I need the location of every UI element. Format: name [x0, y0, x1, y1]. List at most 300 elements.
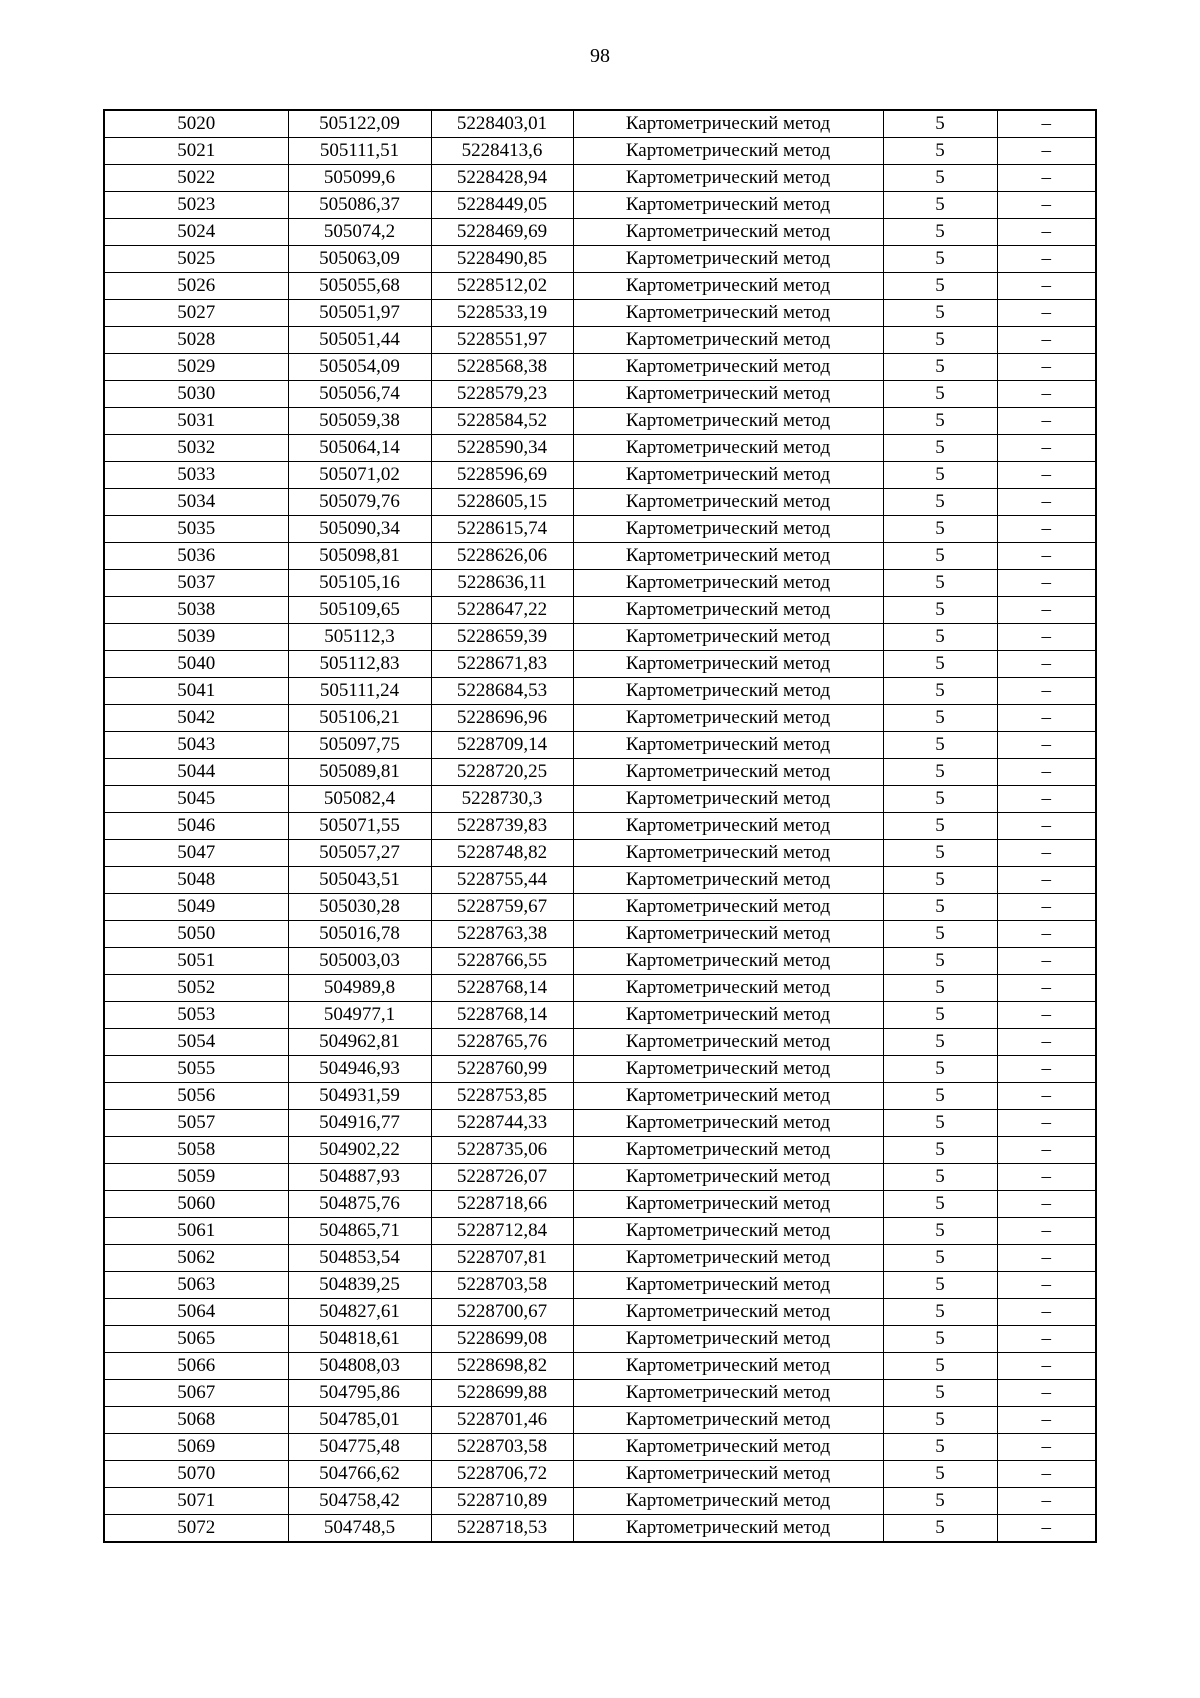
method-cell: Картометрический метод [573, 1353, 883, 1380]
point-number-cell: 5064 [104, 1299, 288, 1326]
accuracy-cell: 5 [883, 165, 997, 192]
y-coordinate-cell: 5228512,02 [431, 273, 573, 300]
page-number: 98 [590, 45, 610, 67]
method-cell: Картометрический метод [573, 516, 883, 543]
point-number-cell: 5027 [104, 300, 288, 327]
table-row [104, 1353, 1096, 1380]
y-coordinate-cell: 5228699,88 [431, 1380, 573, 1407]
point-number-cell: 5069 [104, 1434, 288, 1461]
method-cell: Картометрический метод [573, 1002, 883, 1029]
point-number-cell: 5058 [104, 1137, 288, 1164]
y-coordinate-cell: 5228753,85 [431, 1083, 573, 1110]
accuracy-cell: 5 [883, 1299, 997, 1326]
y-coordinate-cell: 5228684,53 [431, 678, 573, 705]
table-row [104, 273, 1096, 300]
y-coordinate-cell: 5228568,38 [431, 354, 573, 381]
y-coordinate-cell: 5228766,55 [431, 948, 573, 975]
method-cell: Картометрический метод [573, 678, 883, 705]
note-cell: – [997, 489, 1096, 516]
y-coordinate-cell: 5228712,84 [431, 1218, 573, 1245]
method-cell: Картометрический метод [573, 435, 883, 462]
point-number-cell: 5072 [104, 1515, 288, 1543]
table-row [104, 975, 1096, 1002]
y-coordinate-cell: 5228700,67 [431, 1299, 573, 1326]
table-row [104, 678, 1096, 705]
note-cell: – [997, 408, 1096, 435]
y-coordinate-cell: 5228765,76 [431, 1029, 573, 1056]
point-number-cell: 5025 [104, 246, 288, 273]
accuracy-cell: 5 [883, 840, 997, 867]
note-cell: – [997, 462, 1096, 489]
table-row [104, 1137, 1096, 1164]
table-row [104, 1272, 1096, 1299]
coordinates-table-body [104, 110, 1096, 1542]
table-row [104, 435, 1096, 462]
accuracy-cell: 5 [883, 219, 997, 246]
point-number-cell: 5045 [104, 786, 288, 813]
point-number-cell: 5031 [104, 408, 288, 435]
point-number-cell: 5035 [104, 516, 288, 543]
x-coordinate-cell: 505056,74 [288, 381, 431, 408]
point-number-cell: 5039 [104, 624, 288, 651]
note-cell: – [997, 1056, 1096, 1083]
point-number-cell: 5049 [104, 894, 288, 921]
point-number-cell: 5046 [104, 813, 288, 840]
method-cell: Картометрический метод [573, 1272, 883, 1299]
point-number-cell: 5036 [104, 543, 288, 570]
table-row [104, 1407, 1096, 1434]
table-row [104, 327, 1096, 354]
table-row [104, 1191, 1096, 1218]
table-row [104, 921, 1096, 948]
x-coordinate-cell: 504766,62 [288, 1461, 431, 1488]
y-coordinate-cell: 5228768,14 [431, 975, 573, 1002]
note-cell: – [997, 1218, 1096, 1245]
y-coordinate-cell: 5228703,58 [431, 1434, 573, 1461]
accuracy-cell: 5 [883, 1245, 997, 1272]
y-coordinate-cell: 5228701,46 [431, 1407, 573, 1434]
x-coordinate-cell: 505057,27 [288, 840, 431, 867]
method-cell: Картометрический метод [573, 273, 883, 300]
method-cell: Картометрический метод [573, 489, 883, 516]
method-cell: Картометрический метод [573, 381, 883, 408]
x-coordinate-cell: 505003,03 [288, 948, 431, 975]
point-number-cell: 5071 [104, 1488, 288, 1515]
table-row [104, 1245, 1096, 1272]
y-coordinate-cell: 5228709,14 [431, 732, 573, 759]
x-coordinate-cell: 505071,02 [288, 462, 431, 489]
y-coordinate-cell: 5228469,69 [431, 219, 573, 246]
point-number-cell: 5023 [104, 192, 288, 219]
accuracy-cell: 5 [883, 435, 997, 462]
table-row [104, 705, 1096, 732]
method-cell: Картометрический метод [573, 1029, 883, 1056]
x-coordinate-cell: 505090,34 [288, 516, 431, 543]
table-row [104, 1461, 1096, 1488]
note-cell: – [997, 948, 1096, 975]
x-coordinate-cell: 505063,09 [288, 246, 431, 273]
y-coordinate-cell: 5228584,52 [431, 408, 573, 435]
note-cell: – [997, 110, 1096, 138]
accuracy-cell: 5 [883, 327, 997, 354]
accuracy-cell: 5 [883, 110, 997, 138]
x-coordinate-cell: 504853,54 [288, 1245, 431, 1272]
method-cell: Картометрический метод [573, 1407, 883, 1434]
method-cell: Картометрический метод [573, 813, 883, 840]
note-cell: – [997, 192, 1096, 219]
note-cell: – [997, 840, 1096, 867]
note-cell: – [997, 732, 1096, 759]
accuracy-cell: 5 [883, 1218, 997, 1245]
y-coordinate-cell: 5228744,33 [431, 1110, 573, 1137]
x-coordinate-cell: 505111,51 [288, 138, 431, 165]
point-number-cell: 5041 [104, 678, 288, 705]
point-number-cell: 5061 [104, 1218, 288, 1245]
method-cell: Картометрический метод [573, 1461, 883, 1488]
accuracy-cell: 5 [883, 786, 997, 813]
method-cell: Картометрический метод [573, 867, 883, 894]
y-coordinate-cell: 5228706,72 [431, 1461, 573, 1488]
point-number-cell: 5052 [104, 975, 288, 1002]
y-coordinate-cell: 5228626,06 [431, 543, 573, 570]
method-cell: Картометрический метод [573, 165, 883, 192]
table-row [104, 1515, 1096, 1543]
x-coordinate-cell: 505059,38 [288, 408, 431, 435]
table-row [104, 1326, 1096, 1353]
x-coordinate-cell: 504916,77 [288, 1110, 431, 1137]
note-cell: – [997, 1245, 1096, 1272]
accuracy-cell: 5 [883, 1272, 997, 1299]
table-row [104, 1434, 1096, 1461]
point-number-cell: 5026 [104, 273, 288, 300]
y-coordinate-cell: 5228533,19 [431, 300, 573, 327]
y-coordinate-cell: 5228671,83 [431, 651, 573, 678]
method-cell: Картометрический метод [573, 786, 883, 813]
x-coordinate-cell: 504827,61 [288, 1299, 431, 1326]
point-number-cell: 5028 [104, 327, 288, 354]
x-coordinate-cell: 504758,42 [288, 1488, 431, 1515]
point-number-cell: 5043 [104, 732, 288, 759]
point-number-cell: 5048 [104, 867, 288, 894]
point-number-cell: 5030 [104, 381, 288, 408]
note-cell: – [997, 1353, 1096, 1380]
point-number-cell: 5021 [104, 138, 288, 165]
table-row [104, 1110, 1096, 1137]
method-cell: Картометрический метод [573, 300, 883, 327]
method-cell: Картометрический метод [573, 651, 883, 678]
x-coordinate-cell: 504865,71 [288, 1218, 431, 1245]
note-cell: – [997, 327, 1096, 354]
method-cell: Картометрический метод [573, 759, 883, 786]
table-row [104, 570, 1096, 597]
y-coordinate-cell: 5228748,82 [431, 840, 573, 867]
note-cell: – [997, 759, 1096, 786]
y-coordinate-cell: 5228768,14 [431, 1002, 573, 1029]
note-cell: – [997, 1461, 1096, 1488]
method-cell: Картометрический метод [573, 1083, 883, 1110]
accuracy-cell: 5 [883, 1326, 997, 1353]
point-number-cell: 5062 [104, 1245, 288, 1272]
table-row [104, 1299, 1096, 1326]
x-coordinate-cell: 505109,65 [288, 597, 431, 624]
accuracy-cell: 5 [883, 1056, 997, 1083]
method-cell: Картометрический метод [573, 1218, 883, 1245]
accuracy-cell: 5 [883, 678, 997, 705]
method-cell: Картометрический метод [573, 894, 883, 921]
note-cell: – [997, 597, 1096, 624]
x-coordinate-cell: 505030,28 [288, 894, 431, 921]
x-coordinate-cell: 505089,81 [288, 759, 431, 786]
table-row [104, 624, 1096, 651]
point-number-cell: 5033 [104, 462, 288, 489]
accuracy-cell: 5 [883, 1515, 997, 1543]
x-coordinate-cell: 505071,55 [288, 813, 431, 840]
x-coordinate-cell: 504931,59 [288, 1083, 431, 1110]
x-coordinate-cell: 505112,83 [288, 651, 431, 678]
method-cell: Картометрический метод [573, 705, 883, 732]
y-coordinate-cell: 5228696,96 [431, 705, 573, 732]
note-cell: – [997, 1299, 1096, 1326]
x-coordinate-cell: 505098,81 [288, 543, 431, 570]
note-cell: – [997, 1083, 1096, 1110]
point-number-cell: 5038 [104, 597, 288, 624]
y-coordinate-cell: 5228659,39 [431, 624, 573, 651]
accuracy-cell: 5 [883, 1110, 997, 1137]
point-number-cell: 5024 [104, 219, 288, 246]
method-cell: Картометрический метод [573, 408, 883, 435]
y-coordinate-cell: 5228760,99 [431, 1056, 573, 1083]
table-row [104, 1083, 1096, 1110]
note-cell: – [997, 1110, 1096, 1137]
y-coordinate-cell: 5228763,38 [431, 921, 573, 948]
x-coordinate-cell: 504808,03 [288, 1353, 431, 1380]
y-coordinate-cell: 5228579,23 [431, 381, 573, 408]
point-number-cell: 5032 [104, 435, 288, 462]
point-number-cell: 5053 [104, 1002, 288, 1029]
x-coordinate-cell: 505043,51 [288, 867, 431, 894]
accuracy-cell: 5 [883, 975, 997, 1002]
accuracy-cell: 5 [883, 300, 997, 327]
y-coordinate-cell: 5228490,85 [431, 246, 573, 273]
accuracy-cell: 5 [883, 1002, 997, 1029]
note-cell: – [997, 138, 1096, 165]
accuracy-cell: 5 [883, 1029, 997, 1056]
coordinates-table [103, 109, 1097, 1543]
point-number-cell: 5066 [104, 1353, 288, 1380]
table-row [104, 867, 1096, 894]
x-coordinate-cell: 504785,01 [288, 1407, 431, 1434]
table-row [104, 813, 1096, 840]
x-coordinate-cell: 505086,37 [288, 192, 431, 219]
table-row [104, 381, 1096, 408]
accuracy-cell: 5 [883, 705, 997, 732]
y-coordinate-cell: 5228636,11 [431, 570, 573, 597]
accuracy-cell: 5 [883, 651, 997, 678]
accuracy-cell: 5 [883, 597, 997, 624]
point-number-cell: 5034 [104, 489, 288, 516]
table-row [104, 219, 1096, 246]
accuracy-cell: 5 [883, 1164, 997, 1191]
note-cell: – [997, 678, 1096, 705]
table-row [104, 597, 1096, 624]
note-cell: – [997, 1137, 1096, 1164]
x-coordinate-cell: 504775,48 [288, 1434, 431, 1461]
method-cell: Картометрический метод [573, 1380, 883, 1407]
method-cell: Картометрический метод [573, 138, 883, 165]
method-cell: Картометрический метод [573, 840, 883, 867]
point-number-cell: 5051 [104, 948, 288, 975]
note-cell: – [997, 867, 1096, 894]
table-row [104, 1164, 1096, 1191]
x-coordinate-cell: 504875,76 [288, 1191, 431, 1218]
method-cell: Картометрический метод [573, 921, 883, 948]
x-coordinate-cell: 505105,16 [288, 570, 431, 597]
x-coordinate-cell: 505099,6 [288, 165, 431, 192]
y-coordinate-cell: 5228699,08 [431, 1326, 573, 1353]
x-coordinate-cell: 505106,21 [288, 705, 431, 732]
x-coordinate-cell: 504902,22 [288, 1137, 431, 1164]
y-coordinate-cell: 5228698,82 [431, 1353, 573, 1380]
accuracy-cell: 5 [883, 759, 997, 786]
y-coordinate-cell: 5228759,67 [431, 894, 573, 921]
method-cell: Картометрический метод [573, 543, 883, 570]
table-row [104, 1029, 1096, 1056]
accuracy-cell: 5 [883, 1434, 997, 1461]
method-cell: Картометрический метод [573, 975, 883, 1002]
x-coordinate-cell: 505112,3 [288, 624, 431, 651]
note-cell: – [997, 705, 1096, 732]
note-cell: – [997, 1380, 1096, 1407]
method-cell: Картометрический метод [573, 354, 883, 381]
point-number-cell: 5060 [104, 1191, 288, 1218]
note-cell: – [997, 921, 1096, 948]
note-cell: – [997, 543, 1096, 570]
point-number-cell: 5056 [104, 1083, 288, 1110]
y-coordinate-cell: 5228596,69 [431, 462, 573, 489]
method-cell: Картометрический метод [573, 1245, 883, 1272]
x-coordinate-cell: 505016,78 [288, 921, 431, 948]
note-cell: – [997, 246, 1096, 273]
accuracy-cell: 5 [883, 867, 997, 894]
x-coordinate-cell: 504748,5 [288, 1515, 431, 1543]
accuracy-cell: 5 [883, 1380, 997, 1407]
accuracy-cell: 5 [883, 462, 997, 489]
x-coordinate-cell: 505079,76 [288, 489, 431, 516]
note-cell: – [997, 1434, 1096, 1461]
note-cell: – [997, 894, 1096, 921]
note-cell: – [997, 435, 1096, 462]
point-number-cell: 5029 [104, 354, 288, 381]
table-row [104, 165, 1096, 192]
table-row [104, 408, 1096, 435]
point-number-cell: 5047 [104, 840, 288, 867]
table-row [104, 1380, 1096, 1407]
note-cell: – [997, 1002, 1096, 1029]
method-cell: Картометрический метод [573, 1164, 883, 1191]
note-cell: – [997, 1326, 1096, 1353]
method-cell: Картометрический метод [573, 570, 883, 597]
method-cell: Картометрический метод [573, 1515, 883, 1543]
accuracy-cell: 5 [883, 1461, 997, 1488]
accuracy-cell: 5 [883, 354, 997, 381]
method-cell: Картометрический метод [573, 1110, 883, 1137]
method-cell: Картометрический метод [573, 1299, 883, 1326]
method-cell: Картометрический метод [573, 246, 883, 273]
point-number-cell: 5037 [104, 570, 288, 597]
accuracy-cell: 5 [883, 138, 997, 165]
y-coordinate-cell: 5228551,97 [431, 327, 573, 354]
point-number-cell: 5044 [104, 759, 288, 786]
table-row [104, 948, 1096, 975]
point-number-cell: 5054 [104, 1029, 288, 1056]
accuracy-cell: 5 [883, 246, 997, 273]
point-number-cell: 5065 [104, 1326, 288, 1353]
x-coordinate-cell: 505064,14 [288, 435, 431, 462]
y-coordinate-cell: 5228615,74 [431, 516, 573, 543]
table-row [104, 651, 1096, 678]
accuracy-cell: 5 [883, 489, 997, 516]
table-row [104, 759, 1096, 786]
accuracy-cell: 5 [883, 516, 997, 543]
table-row [104, 192, 1096, 219]
x-coordinate-cell: 505051,97 [288, 300, 431, 327]
table-row [104, 894, 1096, 921]
x-coordinate-cell: 505055,68 [288, 273, 431, 300]
y-coordinate-cell: 5228403,01 [431, 110, 573, 138]
y-coordinate-cell: 5228710,89 [431, 1488, 573, 1515]
y-coordinate-cell: 5228707,81 [431, 1245, 573, 1272]
table-row [104, 354, 1096, 381]
method-cell: Картометрический метод [573, 1191, 883, 1218]
note-cell: – [997, 1191, 1096, 1218]
method-cell: Картометрический метод [573, 1488, 883, 1515]
y-coordinate-cell: 5228730,3 [431, 786, 573, 813]
method-cell: Картометрический метод [573, 624, 883, 651]
y-coordinate-cell: 5228718,66 [431, 1191, 573, 1218]
point-number-cell: 5067 [104, 1380, 288, 1407]
method-cell: Картометрический метод [573, 732, 883, 759]
method-cell: Картометрический метод [573, 1056, 883, 1083]
accuracy-cell: 5 [883, 1353, 997, 1380]
accuracy-cell: 5 [883, 894, 997, 921]
note-cell: – [997, 1029, 1096, 1056]
method-cell: Картометрический метод [573, 110, 883, 138]
accuracy-cell: 5 [883, 624, 997, 651]
y-coordinate-cell: 5228449,05 [431, 192, 573, 219]
point-number-cell: 5055 [104, 1056, 288, 1083]
note-cell: – [997, 786, 1096, 813]
accuracy-cell: 5 [883, 543, 997, 570]
x-coordinate-cell: 504962,81 [288, 1029, 431, 1056]
point-number-cell: 5063 [104, 1272, 288, 1299]
x-coordinate-cell: 504989,8 [288, 975, 431, 1002]
accuracy-cell: 5 [883, 1137, 997, 1164]
method-cell: Картометрический метод [573, 327, 883, 354]
method-cell: Картометрический метод [573, 597, 883, 624]
accuracy-cell: 5 [883, 1488, 997, 1515]
accuracy-cell: 5 [883, 192, 997, 219]
table-row [104, 732, 1096, 759]
table-row [104, 1056, 1096, 1083]
note-cell: – [997, 975, 1096, 1002]
point-number-cell: 5040 [104, 651, 288, 678]
note-cell: – [997, 300, 1096, 327]
y-coordinate-cell: 5228718,53 [431, 1515, 573, 1543]
note-cell: – [997, 219, 1096, 246]
x-coordinate-cell: 505054,09 [288, 354, 431, 381]
x-coordinate-cell: 504977,1 [288, 1002, 431, 1029]
table-row [104, 462, 1096, 489]
